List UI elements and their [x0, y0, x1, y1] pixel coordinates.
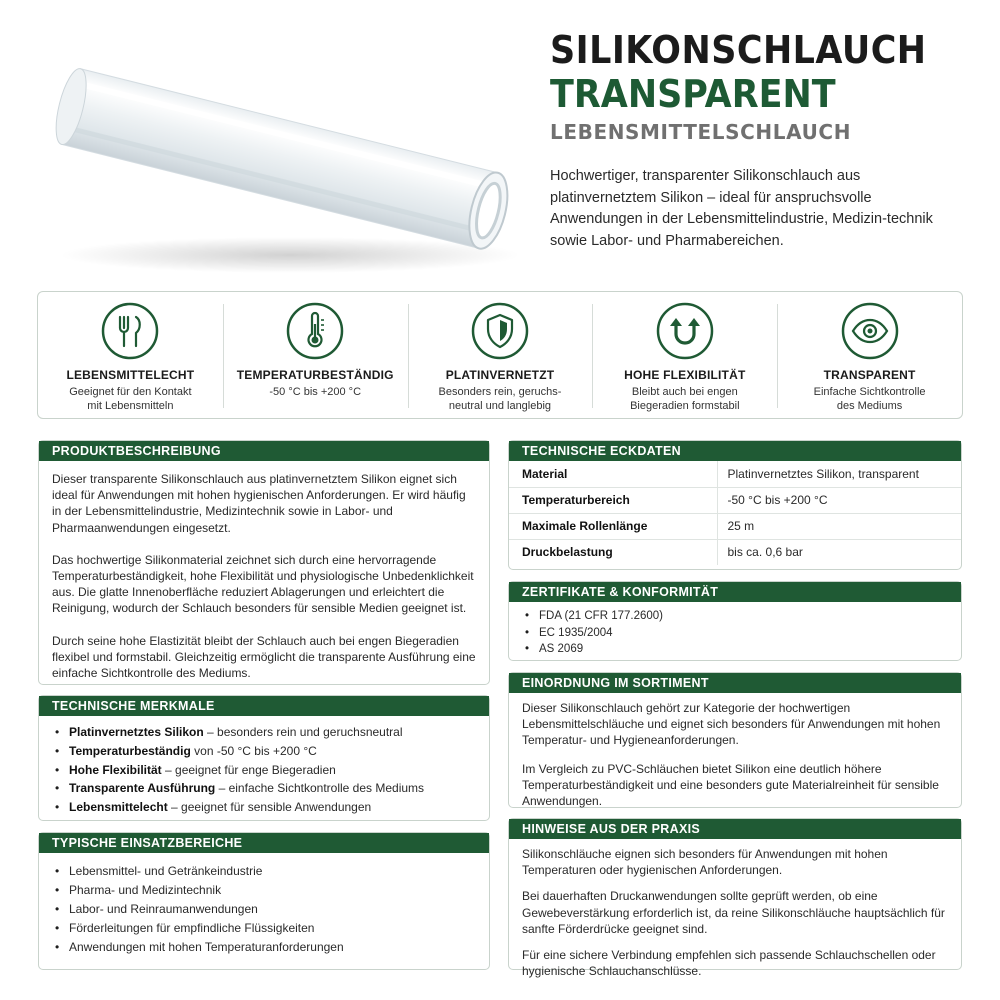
list-item: • Labor- und Reinraumanwendungen	[52, 900, 476, 919]
paragraph: Dieser transparente Silikonschlauch aus platinvernetztem Silikon eignet sich ideal für Anwendungen mit hohen hygienischen Anforderungen. Er wird häufig in der Lebensmittelindustrie, Medizintechnik sowie in Labor- und Pharmaanwendungen eingesetzt.	[52, 472, 466, 535]
paragraph: Bei dauerhaften Druckanwendungen sollte geprüft werden, ob eine Gewebeverstärkung erforderlich ist, da reine Silikonschläuche hauptsächlich für sanfte Förderdrücke geeignet sind.	[522, 889, 945, 936]
table-row	[509, 487, 961, 513]
panel-einsatzbereiche	[38, 832, 490, 970]
feature-title: TEMPERATURBESTÄNDIG	[236, 368, 394, 382]
spec-value: Platinvernetztes Silikon, transparent	[717, 461, 961, 487]
panel-header: TECHNISCHE MERKMALE	[39, 696, 489, 716]
eye-icon	[841, 302, 899, 360]
list-item: • Lebensmittelecht – geeignet für sensible Anwendungen	[52, 798, 476, 817]
paragraph: Dieser Silikonschlauch gehört zur Kategorie der hochwertigen Lebensmittelschläuche und eignet sich besonders für Anwendungen mit hohen Temperatur- und Hygieneanforderungen.	[522, 701, 941, 748]
panel-body	[509, 602, 961, 658]
intro-text: Hochwertiger, transparenter Silikonschlauch aus platinvernetztem Silikon – ideal für anspruchsvolle Anwendungen in der Lebensmittelindustrie, Medizin-technik sowie Labor- und Pharmabereichen.	[550, 168, 933, 249]
cutlery-icon	[101, 302, 159, 360]
table-row	[509, 461, 961, 487]
list-item: • Hohe Flexibilität – geeignet für enge Biegeradien	[52, 761, 476, 780]
list-item: • AS 2069	[522, 641, 948, 658]
panel-body	[39, 716, 489, 817]
panel-zertifikate	[508, 581, 962, 661]
feature-desc: Besonders rein, geruchs- neutral und langlebig	[438, 386, 562, 412]
feature-strip	[37, 291, 963, 419]
feature-lebensmittelecht	[38, 292, 223, 418]
list-item: • Temperaturbeständig von -50 °C bis +200 °C	[52, 742, 476, 761]
panel-header: TYPISCHE EINSATZBEREICHE	[39, 833, 489, 853]
page-title-line1: SILIKONSCHLAUCH	[550, 28, 927, 72]
panel-header: TECHNISCHE ECKDATEN	[509, 441, 961, 461]
paragraph: Im Vergleich zu PVC-Schläuchen bietet Silikon eine deutlich höhere Temperaturbeständigkeit und eine besonders gute Materialreinheit für sensible Anwendungen.	[522, 761, 939, 809]
feature-transparent	[777, 292, 962, 418]
feature-desc: Bleibt auch bei engen Biegeradien formstabil	[630, 386, 740, 412]
panel-body	[39, 853, 489, 957]
silicone-tube-image	[40, 50, 520, 290]
certificate-list	[522, 608, 948, 658]
feature-desc: -50 °C bis +200 °C	[269, 386, 362, 398]
paragraph: Durch seine hohe Elastizität bleibt der Schlauch auch bei engen Biegeradien flexibel und formstabil. Gleichzeitig ermöglicht die transparente Ausführung eine einfache Sichtkontrolle des Mediums.	[52, 633, 476, 681]
panel-header: ZERTIFIKATE & KONFORMITÄT	[509, 582, 961, 602]
spec-table	[509, 461, 961, 565]
page-title-line2: TRANSPARENT	[550, 72, 836, 116]
list-item: • Platinvernetztes Silikon – besonders rein und geruchsneutral	[52, 723, 476, 742]
hero-text	[550, 28, 970, 252]
spec-key: Maximale Rollenlänge	[509, 513, 717, 539]
panel-header: EINORDNUNG IM SORTIMENT	[509, 673, 961, 693]
feature-title: LEBENSMITTELECHT	[66, 368, 195, 382]
feature-title: HOHE FLEXIBILITÄT	[624, 368, 746, 382]
feature-title: TRANSPARENT	[823, 368, 916, 382]
feature-platinvernetzt	[408, 292, 593, 418]
spec-key: Druckbelastung	[509, 539, 717, 565]
panel-hinweise-praxis	[508, 818, 962, 979]
panel-einordnung	[508, 672, 962, 808]
table-row	[509, 513, 961, 539]
page-subtitle: LEBENSMITTELSCHLAUCH	[550, 120, 852, 144]
spec-key: Temperaturbereich	[509, 487, 717, 513]
panel-body	[509, 693, 961, 809]
panel-technische-eckdaten	[508, 440, 962, 570]
application-list	[52, 862, 476, 957]
panel-technische-merkmale	[38, 695, 490, 821]
table-row	[509, 539, 961, 565]
list-item: • FDA (21 CFR 177.2600)	[522, 608, 948, 625]
panel-header: PRODUKTBESCHREIBUNG	[39, 441, 489, 461]
list-item: • Pharma- und Medizintechnik	[52, 881, 476, 900]
feature-hohe-flexibilitaet	[592, 292, 777, 418]
spec-value: 25 m	[717, 513, 961, 539]
paragraph: Silikonschläuche eignen sich besonders für Anwendungen mit hohen Temperaturen oder hygienischen Anforderungen.	[522, 847, 888, 878]
paragraph: Für eine sichere Verbindung empfehlen sich passende Schlauchschellen oder hygienische Schlauchanschlüsse.	[522, 948, 936, 979]
panel-body	[39, 461, 489, 681]
feature-title: PLATINVERNETZT	[445, 368, 555, 382]
feature-desc: Einfache Sichtkontrolle des Mediums	[813, 386, 926, 412]
panel-produktbeschreibung	[38, 440, 490, 685]
spec-value: -50 °C bis +200 °C	[717, 487, 961, 513]
spec-value: bis ca. 0,6 bar	[727, 545, 803, 560]
list-item: • Lebensmittel- und Getränkeindustrie	[52, 862, 476, 881]
list-item: • Förderleitungen für empfindliche Flüssigkeiten	[52, 919, 476, 938]
u-turn-arrow-icon	[656, 302, 714, 360]
spec-key: Material	[509, 461, 717, 487]
list-item: • Anwendungen mit hohen Temperaturanforderungen	[52, 938, 476, 957]
shield-icon	[471, 302, 529, 360]
feature-temperaturbestaendig	[223, 292, 408, 418]
paragraph: Das hochwertige Silikonmaterial zeichnet sich durch eine hervorragende Temperaturbeständigkeit, hohe Flexibilität und physiologische Unbedenklichkeit aus. Die glatte Innenoberfläche reduziert Ablagerungen und erleichtert die Reinigung, wodurch der Schlauch besonders für sensible Medien geeignet ist.	[52, 552, 474, 616]
feature-desc: Geeignet für den Kontakt mit Lebensmitteln	[69, 386, 192, 412]
feature-list	[52, 723, 476, 817]
list-item: • EC 1935/2004	[522, 625, 948, 642]
panel-body	[509, 839, 961, 979]
panel-header: HINWEISE AUS DER PRAXIS	[509, 819, 961, 839]
list-item: • Transparente Ausführung – einfache Sichtkontrolle des Mediums	[52, 779, 476, 798]
thermometer-icon	[286, 302, 344, 360]
